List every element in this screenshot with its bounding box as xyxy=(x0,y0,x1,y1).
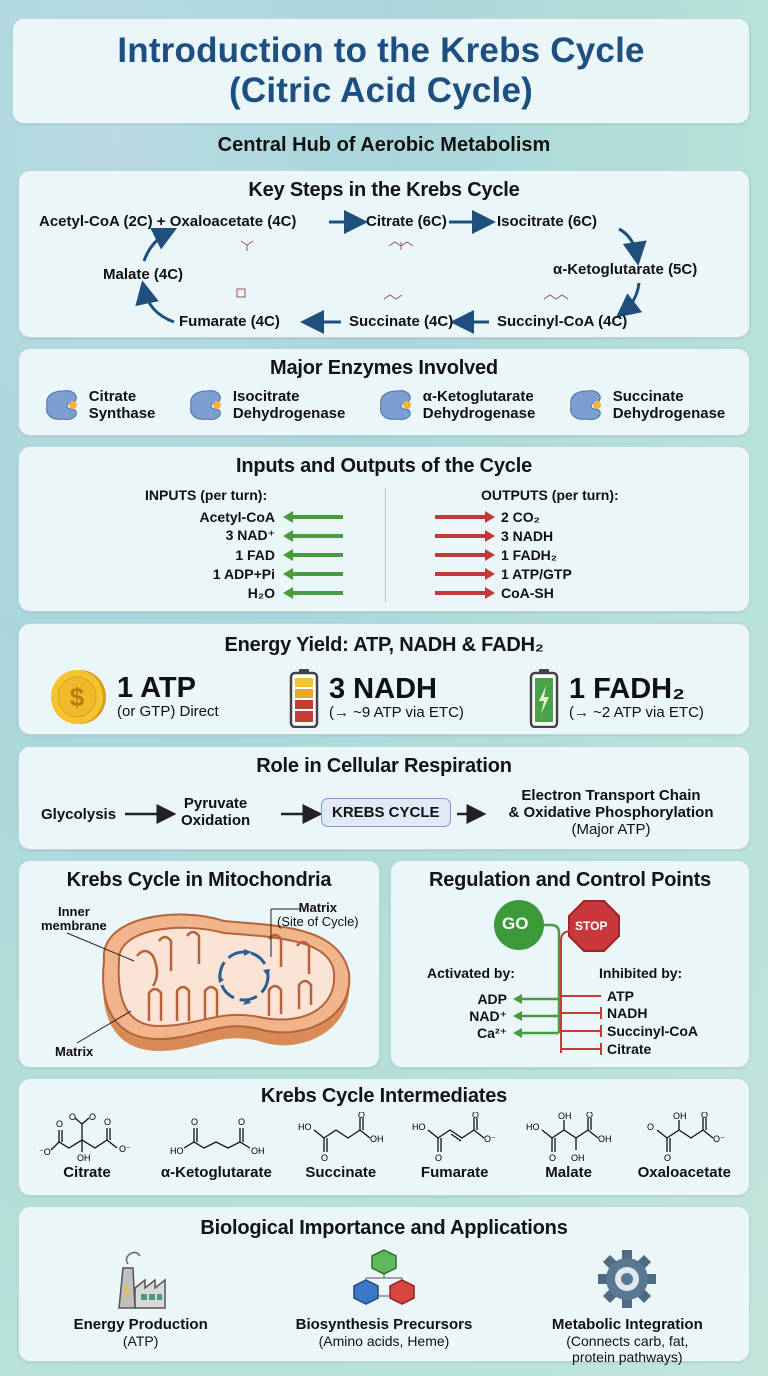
svg-text:O: O xyxy=(238,1117,246,1127)
enzyme-icon xyxy=(187,388,227,422)
energy-item-fadh2 xyxy=(529,668,704,728)
intermediate-name: Succinate xyxy=(305,1164,377,1181)
inhibited-header: Inhibited by: xyxy=(599,965,683,981)
input-item xyxy=(139,583,349,602)
red-arrow-right-icon xyxy=(429,568,495,580)
energy-value: 1 ATP xyxy=(117,672,196,704)
label-inner-membrane xyxy=(41,905,107,933)
outputs-list xyxy=(429,507,649,602)
inhibitor-item: Citrate xyxy=(607,1041,652,1057)
svg-text:O: O xyxy=(191,1117,199,1127)
intermediate-succinate xyxy=(296,1112,386,1181)
battery-charged-icon xyxy=(529,668,559,728)
svg-text:O: O xyxy=(434,1153,442,1162)
svg-text:O: O xyxy=(585,1112,593,1120)
bio-item-energy-production xyxy=(31,1248,251,1365)
energy-note: (or GTP) Direct xyxy=(117,703,219,720)
section-title: Krebs Cycle Intermediates xyxy=(260,1085,508,1107)
power-plant-icon xyxy=(109,1248,173,1310)
enzyme-citrate-synthase xyxy=(43,388,156,422)
svg-text:O: O xyxy=(103,1117,111,1127)
section-title: Energy Yield: ATP, NADH & FADH₂ xyxy=(224,634,544,656)
activator-item: NAD⁺ xyxy=(469,1008,507,1024)
label-text: Matrix xyxy=(298,900,337,915)
enzyme-icon xyxy=(43,388,83,422)
inputs-column xyxy=(145,487,345,506)
enzyme-name: Dehydrogenase xyxy=(612,405,726,422)
label-text: (Site of Cycle) xyxy=(277,914,359,929)
step-citrate: Citrate (6C) xyxy=(366,213,447,230)
intermediate-citrate xyxy=(37,1112,137,1181)
red-arrow-right-icon xyxy=(429,587,495,599)
step-acetyl-oxaloacetate: Acetyl-CoA (2C) + Oxaloacetate (4C) xyxy=(39,213,297,230)
enzyme-succinate-dehydrogenase xyxy=(567,388,726,422)
activator-item: Ca²⁺ xyxy=(477,1025,507,1041)
input-item xyxy=(139,564,349,583)
svg-text:O: O xyxy=(68,1112,76,1122)
intermediate-oxaloacetate xyxy=(638,1112,731,1181)
activator-item: ADP xyxy=(477,991,507,1007)
svg-text:HO: HO xyxy=(170,1146,184,1156)
energy-value: 1 FADH₂ xyxy=(569,673,686,705)
node-label: Oxidation xyxy=(181,812,251,829)
green-arrow-left-icon xyxy=(283,587,349,599)
red-arrow-right-icon xyxy=(429,530,495,542)
svg-text:OH: OH xyxy=(673,1112,687,1121)
energy-note: (→ ~9 ATP via ETC) xyxy=(329,704,464,721)
intermediate-name: Fumarate xyxy=(420,1164,489,1181)
enzyme-name: Isocitrate xyxy=(232,388,300,405)
green-arrow-left-icon xyxy=(283,568,349,580)
enzyme-akg-dehydrogenase xyxy=(377,388,536,422)
intermediate-name: Oxaloacetate xyxy=(637,1164,731,1181)
label-text: membrane xyxy=(41,918,107,933)
output-item xyxy=(429,545,649,564)
section-title: Major Enzymes Involved xyxy=(270,357,498,379)
inhibitor-item: ATP xyxy=(607,988,634,1004)
svg-text:O⁻: O⁻ xyxy=(713,1134,726,1144)
mitochondria-card xyxy=(18,860,380,1068)
svg-text:O⁻: O⁻ xyxy=(118,1144,131,1154)
bio-subtitle: (Connects carb, fat, xyxy=(566,1333,689,1349)
enzyme-name: Citrate xyxy=(88,388,137,405)
input-label: 3 NAD⁺ xyxy=(225,527,275,543)
section-title: Inputs and Outputs of the Cycle xyxy=(235,455,533,477)
node-label: Electron Transport Chain xyxy=(521,787,701,804)
label-matrix-site xyxy=(277,901,359,929)
coin-icon xyxy=(49,668,107,726)
intermediates-card xyxy=(18,1078,750,1196)
bio-title: Metabolic Integration xyxy=(551,1316,703,1333)
output-label: 2 CO₂ xyxy=(501,508,540,525)
enzyme-isocitrate-dehydrogenase xyxy=(187,388,346,422)
step-succinyl-coa: Succinyl-CoA (4C) xyxy=(497,313,628,330)
bio-subtitle: (Amino acids, Heme) xyxy=(318,1333,450,1349)
mini-molecule-sketches xyxy=(237,241,568,299)
section-title: Key Steps in the Krebs Cycle xyxy=(248,179,520,201)
node-label: & Oxidative Phosphorylation xyxy=(508,804,714,821)
output-label: CoA-SH xyxy=(501,584,554,601)
alpha-ketoglutarate-structure-icon xyxy=(166,1112,266,1162)
input-item xyxy=(139,545,349,564)
output-item xyxy=(429,583,649,602)
enzyme-name: Dehydrogenase xyxy=(422,405,536,422)
enzyme-name: α-Ketoglutarate xyxy=(422,388,534,405)
label-matrix: Matrix xyxy=(55,1044,94,1059)
inputs-list xyxy=(139,507,349,602)
enzymes-card xyxy=(18,348,750,436)
output-label: 1 FADH₂ xyxy=(501,546,558,563)
cellular-respiration-card xyxy=(18,746,750,850)
intermediate-fumarate xyxy=(410,1112,500,1181)
svg-text:OH: OH xyxy=(76,1153,91,1162)
svg-text:HO: HO xyxy=(525,1122,540,1132)
intermediate-name: Citrate xyxy=(63,1164,111,1181)
node-etc xyxy=(481,787,741,838)
step-alpha-ketoglutarate: α-Ketoglutarate (5C) xyxy=(553,261,698,278)
output-item xyxy=(429,526,649,545)
intermediate-name: Malate xyxy=(545,1164,592,1181)
inputs-header: INPUTS (per turn): xyxy=(145,487,268,503)
enzyme-icon xyxy=(377,388,417,422)
step-isocitrate: Isocitrate (6C) xyxy=(497,213,598,230)
succinate-structure-icon xyxy=(296,1112,386,1162)
title-line-1: Introduction to the Krebs Cycle xyxy=(117,31,645,70)
output-item xyxy=(429,507,649,526)
svg-text:O: O xyxy=(664,1153,672,1162)
input-label: 1 FAD xyxy=(235,546,275,563)
energy-item-atp xyxy=(49,668,219,726)
red-arrow-right-icon xyxy=(429,549,495,561)
title-card xyxy=(12,18,750,124)
svg-text:O⁻: O⁻ xyxy=(483,1134,496,1144)
go-sign: GO xyxy=(502,914,529,933)
step-succinate: Succinate (4C) xyxy=(349,313,454,330)
inputs-outputs-card xyxy=(18,446,750,612)
green-arrow-left-icon xyxy=(283,511,349,523)
svg-text:OH: OH xyxy=(557,1112,572,1121)
bio-subtitle: protein pathways) xyxy=(572,1349,683,1365)
enzyme-name: Synthase xyxy=(88,405,156,422)
intermediate-name: α-Ketoglutarate xyxy=(160,1164,272,1181)
intermediate-alpha-ketoglutarate xyxy=(161,1112,272,1181)
activated-header: Activated by: xyxy=(427,965,515,981)
svg-text:O: O xyxy=(548,1153,556,1162)
svg-text:O: O xyxy=(320,1153,328,1162)
svg-text:O: O xyxy=(357,1112,365,1120)
bio-title: Biosynthesis Precursors xyxy=(295,1316,473,1333)
input-label: H₂O xyxy=(247,584,275,601)
red-arrow-right-icon xyxy=(429,511,495,523)
enzyme-name: Dehydrogenase xyxy=(232,405,346,422)
page-subtitle: Central Hub of Aerobic Metabolism xyxy=(217,134,551,156)
green-arrow-left-icon xyxy=(283,549,349,561)
svg-text:O: O xyxy=(55,1119,63,1129)
enzyme-name: Succinate xyxy=(612,388,684,405)
malate-structure-icon xyxy=(524,1112,614,1162)
section-title: Role in Cellular Respiration xyxy=(256,755,512,777)
intermediate-malate xyxy=(524,1112,614,1181)
citrate-structure-icon xyxy=(37,1112,137,1162)
energy-value: 3 NADH xyxy=(329,673,437,705)
input-label: Acetyl-CoA xyxy=(199,508,275,525)
section-title: Regulation and Control Points xyxy=(429,869,711,891)
stop-sign: STOP xyxy=(575,919,608,933)
svg-text:O: O xyxy=(471,1112,479,1120)
title-line-2: (Citric Acid Cycle) xyxy=(229,71,533,110)
svg-text:O: O xyxy=(647,1122,655,1132)
fumarate-structure-icon xyxy=(410,1112,500,1162)
svg-text:$: $ xyxy=(69,682,85,712)
svg-text:OH: OH xyxy=(251,1146,265,1156)
input-item xyxy=(139,507,349,526)
svg-text:HO: HO xyxy=(411,1122,426,1132)
green-arrow-left-icon xyxy=(283,530,349,542)
bio-title: Energy Production xyxy=(73,1316,208,1333)
svg-text:O: O xyxy=(88,1112,96,1122)
output-item xyxy=(429,564,649,583)
svg-text:O: O xyxy=(701,1112,709,1120)
energy-item-nadh xyxy=(289,668,464,728)
step-malate: Malate (4C) xyxy=(103,266,184,283)
label-text: Inner xyxy=(57,904,90,919)
output-label: 3 NADH xyxy=(501,527,554,544)
input-label: 1 ADP+Pi xyxy=(212,565,275,582)
node-pyruvate-oxidation xyxy=(181,795,250,829)
section-title: Biological Importance and Applications xyxy=(200,1217,568,1239)
bio-subtitle: (ATP) xyxy=(122,1333,159,1349)
regulation-card xyxy=(390,860,750,1068)
node-label: Pyruvate xyxy=(183,795,248,812)
gear-icon xyxy=(595,1248,659,1310)
node-krebs-cycle: KREBS CYCLE xyxy=(321,798,451,827)
enzyme-icon xyxy=(567,388,607,422)
divider xyxy=(385,487,386,603)
output-label: 1 ATP/GTP xyxy=(501,565,572,582)
svg-text:OH: OH xyxy=(570,1153,585,1162)
node-label: (Major ATP) xyxy=(571,821,651,838)
bio-item-metabolic-integration xyxy=(517,1248,737,1365)
bio-item-biosynthesis xyxy=(274,1248,494,1365)
svg-text:OH: OH xyxy=(597,1134,612,1144)
building-blocks-icon xyxy=(352,1248,416,1310)
inhibitor-item: Succinyl-CoA xyxy=(607,1023,699,1039)
svg-text:OH: OH xyxy=(369,1134,384,1144)
page-title xyxy=(13,19,749,111)
input-item xyxy=(139,526,349,545)
node-glycolysis: Glycolysis xyxy=(41,806,117,823)
energy-note: (→ ~2 ATP via ETC) xyxy=(569,704,704,721)
biological-importance-card xyxy=(18,1206,750,1365)
outputs-header: OUTPUTS (per turn): xyxy=(481,487,619,503)
energy-yield-card xyxy=(18,623,750,735)
section-title: Krebs Cycle in Mitochondria xyxy=(66,869,332,891)
step-fumarate: Fumarate (4C) xyxy=(179,313,280,330)
key-steps-card xyxy=(18,170,750,338)
inhibitor-item: NADH xyxy=(607,1005,648,1021)
battery-partial-icon xyxy=(289,668,319,728)
svg-text:⁻O: ⁻O xyxy=(38,1147,51,1157)
outputs-column xyxy=(481,487,619,506)
mitochondrion-illustration xyxy=(19,861,381,1069)
oxaloacetate-structure-icon xyxy=(639,1112,729,1162)
svg-text:HO: HO xyxy=(297,1122,312,1132)
